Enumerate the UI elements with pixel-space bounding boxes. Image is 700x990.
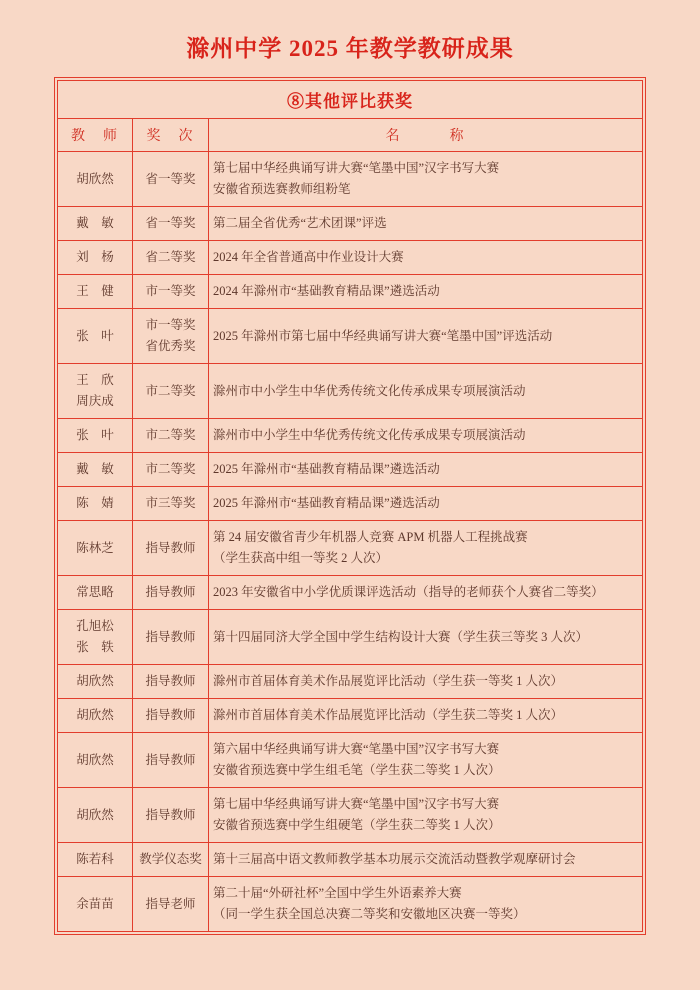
- awards-table-body: [58, 152, 643, 932]
- cell-line: 王 健: [76, 284, 114, 298]
- cell-line: 指导老师: [145, 896, 196, 911]
- table-cell-award: [133, 521, 209, 576]
- cell-line: 市一等奖: [145, 318, 196, 332]
- table-cell-teacher: [58, 843, 133, 877]
- table-cell-teacher: [58, 275, 133, 309]
- table-cell-teacher: [58, 487, 133, 521]
- table-cell-teacher: [58, 521, 133, 576]
- cell-line: 滁州市首届体育美术作品展览评比活动（学生获一等奖 1 人次）: [213, 674, 564, 688]
- awards-table: [57, 80, 643, 932]
- table-cell-teacher: [58, 241, 133, 275]
- table-cell-name: [209, 241, 643, 275]
- table-cell-award: [133, 788, 209, 843]
- table-cell-award: [133, 733, 209, 788]
- cell-line: 指导教师: [145, 585, 196, 599]
- cell-line: 孔旭松: [76, 619, 114, 633]
- table-cell-award: [133, 152, 209, 207]
- cell-line: 胡欣然: [76, 674, 114, 688]
- table-row: [58, 843, 643, 877]
- cell-line: 市二等奖: [145, 428, 196, 442]
- table-cell-name: [209, 665, 643, 699]
- table-cell-award: [133, 241, 209, 275]
- awards-table-frame: [54, 77, 646, 935]
- table-row: [58, 207, 643, 241]
- table-row: [58, 309, 643, 364]
- section-header-row: [58, 81, 643, 119]
- table-row: [58, 665, 643, 699]
- cell-line: 省一等奖: [145, 171, 196, 186]
- cell-line: 市二等奖: [145, 462, 196, 476]
- table-cell-award: [133, 610, 209, 665]
- table-row: [58, 877, 643, 932]
- cell-line: 张 叶: [76, 428, 114, 442]
- table-cell-teacher: [58, 877, 133, 932]
- table-cell-name: [209, 207, 643, 241]
- cell-line: 陈若科: [76, 852, 114, 866]
- cell-line: 指导教师: [145, 752, 196, 767]
- table-cell-name: [209, 733, 643, 788]
- table-cell-award: [133, 364, 209, 419]
- cell-line: 第十三届高中语文教师教学基本功展示交流活动暨教学观摩研讨会: [213, 852, 576, 866]
- table-cell-teacher: [58, 207, 133, 241]
- table-row: [58, 275, 643, 309]
- table-cell-award: [133, 877, 209, 932]
- table-cell-teacher: [58, 665, 133, 699]
- column-header-name: 名 称: [209, 119, 643, 152]
- cell-line: 指导教师: [145, 540, 196, 555]
- cell-line: 第六届中华经典诵写讲大赛“笔墨中国”汉字书写大赛: [213, 742, 500, 756]
- table-cell-award: [133, 207, 209, 241]
- section-title: ⑧其他评比获奖: [58, 81, 643, 119]
- table-row: [58, 576, 643, 610]
- table-row: [58, 788, 643, 843]
- cell-line: （学生获高中组一等奖 2 人次）: [213, 551, 389, 565]
- column-header-teacher: 教 师: [58, 119, 133, 152]
- cell-line: 市一等奖: [145, 284, 196, 298]
- table-row: [58, 364, 643, 419]
- table-cell-award: [133, 309, 209, 364]
- table-cell-name: [209, 309, 643, 364]
- table-cell-name: [209, 364, 643, 419]
- cell-line: 安徽省预选赛教师组粉笔: [213, 182, 351, 196]
- cell-line: 安徽省预选赛中学生组毛笔（学生获二等奖 1 人次）: [213, 763, 501, 777]
- cell-line: 2025 年滁州市第七届中华经典诵写讲大赛“笔墨中国”评选活动: [213, 328, 553, 343]
- table-cell-name: [209, 275, 643, 309]
- cell-line: 市二等奖: [145, 383, 196, 398]
- table-row: [58, 241, 643, 275]
- cell-line: 指导教师: [145, 629, 196, 644]
- table-cell-teacher: [58, 453, 133, 487]
- table-cell-name: [209, 610, 643, 665]
- cell-line: 胡欣然: [76, 708, 114, 722]
- cell-line: 常思略: [76, 585, 114, 599]
- cell-line: 滁州市中小学生中华优秀传统文化传承成果专项展演活动: [213, 428, 526, 442]
- cell-line: 第二十届“外研社杯”全国中学生外语素养大赛: [213, 886, 462, 900]
- table-cell-name: [209, 453, 643, 487]
- table-cell-name: [209, 419, 643, 453]
- cell-line: 省一等奖: [145, 216, 196, 230]
- cell-line: 第七届中华经典诵写讲大赛“笔墨中国”汉字书写大赛: [213, 797, 500, 811]
- table-cell-name: [209, 152, 643, 207]
- table-cell-award: [133, 487, 209, 521]
- cell-line: 第七届中华经典诵写讲大赛“笔墨中国”汉字书写大赛: [213, 161, 500, 175]
- cell-line: 余苗苗: [76, 896, 114, 911]
- cell-line: 市三等奖: [145, 496, 196, 510]
- table-cell-award: [133, 699, 209, 733]
- cell-line: 第十四届同济大学全国中学生结构设计大赛（学生获三等奖 3 人次）: [213, 629, 589, 644]
- cell-line: 张 叶: [76, 328, 114, 343]
- cell-line: 省优秀奖: [145, 339, 196, 353]
- cell-line: 胡欣然: [76, 752, 114, 767]
- cell-line: 教学仪态奖: [139, 852, 202, 866]
- table-cell-teacher: [58, 419, 133, 453]
- table-cell-name: [209, 877, 643, 932]
- table-row: [58, 152, 643, 207]
- table-cell-name: [209, 576, 643, 610]
- table-cell-teacher: [58, 152, 133, 207]
- table-cell-award: [133, 419, 209, 453]
- cell-line: 第 24 届安徽省青少年机器人竞赛 APM 机器人工程挑战赛: [213, 530, 528, 544]
- cell-line: 第二届全省优秀“艺术团课”评选: [213, 216, 387, 230]
- column-header-row: [58, 119, 643, 152]
- table-cell-teacher: [58, 364, 133, 419]
- table-row: [58, 419, 643, 453]
- cell-line: 2023 年安徽省中小学优质课评选活动（指导的老师获个人赛省二等奖）: [213, 585, 604, 599]
- table-cell-name: [209, 521, 643, 576]
- table-cell-teacher: [58, 610, 133, 665]
- cell-line: 戴 敏: [76, 216, 114, 230]
- table-cell-award: [133, 275, 209, 309]
- table-cell-teacher: [58, 309, 133, 364]
- table-cell-award: [133, 843, 209, 877]
- table-cell-name: [209, 487, 643, 521]
- table-row: [58, 521, 643, 576]
- cell-line: 指导教师: [145, 807, 196, 822]
- cell-line: 安徽省预选赛中学生组硬笔（学生获二等奖 1 人次）: [213, 818, 501, 832]
- cell-line: 滁州市中小学生中华优秀传统文化传承成果专项展演活动: [213, 383, 526, 398]
- cell-line: 刘 杨: [76, 250, 114, 264]
- cell-line: 2024 年全省普通高中作业设计大赛: [213, 250, 404, 264]
- table-row: [58, 699, 643, 733]
- cell-line: 指导教师: [145, 674, 196, 688]
- table-cell-teacher: [58, 733, 133, 788]
- table-cell-teacher: [58, 576, 133, 610]
- table-cell-teacher: [58, 699, 133, 733]
- cell-line: （同一学生获全国总决赛二等奖和安徽地区决赛一等奖）: [213, 907, 526, 921]
- cell-line: 陈林芝: [76, 540, 114, 555]
- cell-line: 2025 年滁州市“基础教育精品课”遴选活动: [213, 496, 440, 510]
- cell-line: 胡欣然: [76, 807, 114, 822]
- cell-line: 陈 婧: [76, 496, 114, 510]
- page-title: 滁州中学 2025 年教学教研成果: [186, 36, 514, 61]
- table-row: [58, 453, 643, 487]
- table-cell-name: [209, 788, 643, 843]
- table-cell-award: [133, 453, 209, 487]
- table-cell-award: [133, 576, 209, 610]
- table-cell-teacher: [58, 788, 133, 843]
- cell-line: 2024 年滁州市“基础教育精品课”遴选活动: [213, 284, 440, 298]
- cell-line: 滁州市首届体育美术作品展览评比活动（学生获二等奖 1 人次）: [213, 708, 564, 722]
- table-cell-name: [209, 699, 643, 733]
- cell-line: 张 轶: [76, 640, 114, 654]
- table-cell-award: [133, 665, 209, 699]
- cell-line: 省二等奖: [145, 250, 196, 264]
- cell-line: 周庆成: [76, 394, 114, 408]
- cell-line: 胡欣然: [76, 171, 114, 186]
- cell-line: 2025 年滁州市“基础教育精品课”遴选活动: [213, 462, 440, 476]
- cell-line: 指导教师: [145, 708, 196, 722]
- cell-line: 戴 敏: [76, 462, 114, 476]
- table-cell-name: [209, 843, 643, 877]
- table-row: [58, 610, 643, 665]
- table-row: [58, 487, 643, 521]
- table-row: [58, 733, 643, 788]
- cell-line: 王 欣: [76, 373, 114, 387]
- column-header-award: 奖 次: [133, 119, 209, 152]
